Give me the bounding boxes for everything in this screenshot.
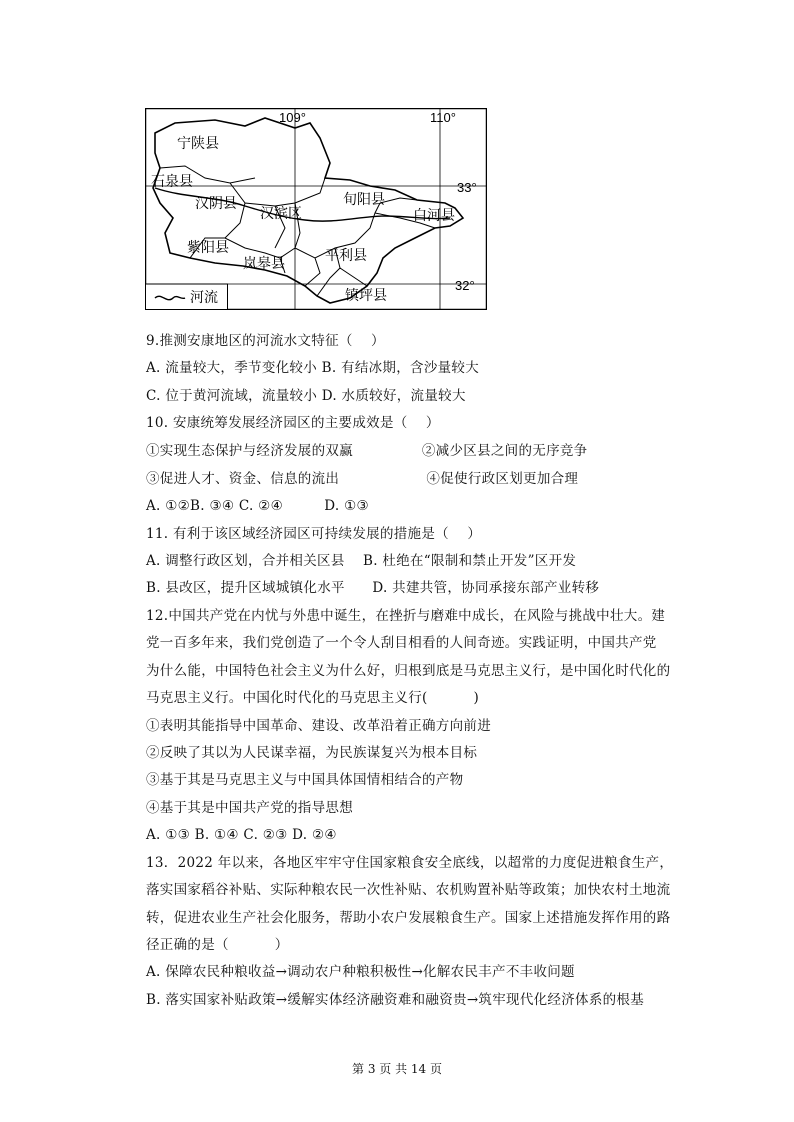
page-footer: 第 3 页 共 14 页 <box>352 1062 442 1076</box>
map-legend-river: 河流 <box>190 290 218 306</box>
q12-stem-line2: 党一百多年来，我们党创造了一个令人刮目相看的人间奇迹。实践证明，中国共产党 <box>146 635 657 651</box>
q12-item-3: ③基于其是马克思主义与中国具体国情相结合的产物 <box>146 772 464 788</box>
map-label-lat33: 33° <box>457 180 477 195</box>
q13-stem-line3: 转，促进农业生产社会化服务，帮助小农户发展粮食生产。国家上述措施发挥作用的路 <box>146 910 671 926</box>
q13-stem-line1: 13．2022 年以来，各地区牢牢守住国家粮食安全底线，以超常的力度促进粮食生产， <box>146 855 674 871</box>
map-label-ziyang: 紫阳县 <box>187 240 229 256</box>
q10-items-12: ①实现生态保护与经济发展的双赢 ②减少区县之间的无序竞争 <box>146 443 588 459</box>
q13-stem-line2: 落实国家稻谷补贴、实际种粮农民一次性补贴、农机购置补贴等政策；加快农村土地流 <box>146 882 671 898</box>
map-label-langao: 岚皋县 <box>243 256 285 272</box>
map-label-xunyang: 旬阳县 <box>343 192 385 208</box>
map-label-hanbin: 汉滨区 <box>260 206 302 222</box>
q12-stem-line1: 12.中国共产党在内忧与外患中诞生，在挫折与磨难中成长，在风险与挑战中壮大。建 <box>146 608 666 624</box>
map-label-shiquan: 石泉县 <box>151 174 193 190</box>
q12-item-1: ①表明其能指导中国革命、建设、改革沿着正确方向前进 <box>146 718 491 734</box>
map-label-pingli: 平利县 <box>325 248 367 264</box>
q12-item-2: ②反映了其以为人民谋幸福，为民族谋复兴为根本目标 <box>146 745 478 761</box>
q11-options-cd: B. 县改区，提升区域城镇化水平 D. 共建共管，协同承接东部产业转移 <box>146 580 600 596</box>
q9-options-ab: A. 流量较大，季节变化较小 B. 有结冰期，含沙量较大 <box>146 360 480 376</box>
map-label-hanyin: 汉阴县 <box>195 196 237 212</box>
q11-stem: 11. 有利于该区域经济园区可持续发展的措施是（ ） <box>146 526 482 542</box>
map-label-lat32: 32° <box>455 278 475 293</box>
q10-options: A. ①②B. ③④ C. ②④ D. ①③ <box>146 498 369 514</box>
q9-options-cd: C. 位于黄河流域，流量较小 D. 水质较好，流量较大 <box>146 388 466 404</box>
q13-option-a: A. 保障农民种粮收益→调动农户种粮积极性→化解农民丰产不丰收问题 <box>146 964 575 980</box>
q10-items-34: ③促进人才、资金、信息的流出 ④促使行政区划更加合理 <box>146 471 579 487</box>
q11-options-ab: A. 调整行政区划，合并相关区县 B. 杜绝在“限制和禁止开发”区开发 <box>146 553 577 569</box>
q13-option-b: B. 落实国家补贴政策→缓解实体经济融资难和融资贵→筑牢现代化经济体系的根基 <box>146 992 645 1008</box>
map-label-lon109: 109° <box>279 110 306 125</box>
map-label-baihe: 白河县 <box>413 208 455 224</box>
q9-stem: 9.推测安康地区的河流水文特征（ ） <box>146 333 385 349</box>
map-label-lon110: 110° <box>430 110 456 125</box>
map-label-zhenping: 镇坪县 <box>345 288 387 304</box>
q12-stem-line3: 为什么能，中国特色社会主义为什么好，归根到底是马克思主义行，是中国化时代化的 <box>146 663 671 679</box>
q12-options: A. ①③ B. ①④ C. ②③ D. ②④ <box>146 827 337 843</box>
anhang-region-map <box>145 108 487 310</box>
q10-stem: 10. 安康统筹发展经济园区的主要成效是（ ） <box>146 415 440 431</box>
q13-stem-line4: 径正确的是（ ） <box>146 937 289 953</box>
map-label-ningshan: 宁陕县 <box>177 136 219 152</box>
q12-item-4: ④基于其是中国共产党的指导思想 <box>146 800 353 816</box>
q12-stem-line4: 马克思主义行。中国化时代化的马克思主义行( ) <box>146 690 480 706</box>
